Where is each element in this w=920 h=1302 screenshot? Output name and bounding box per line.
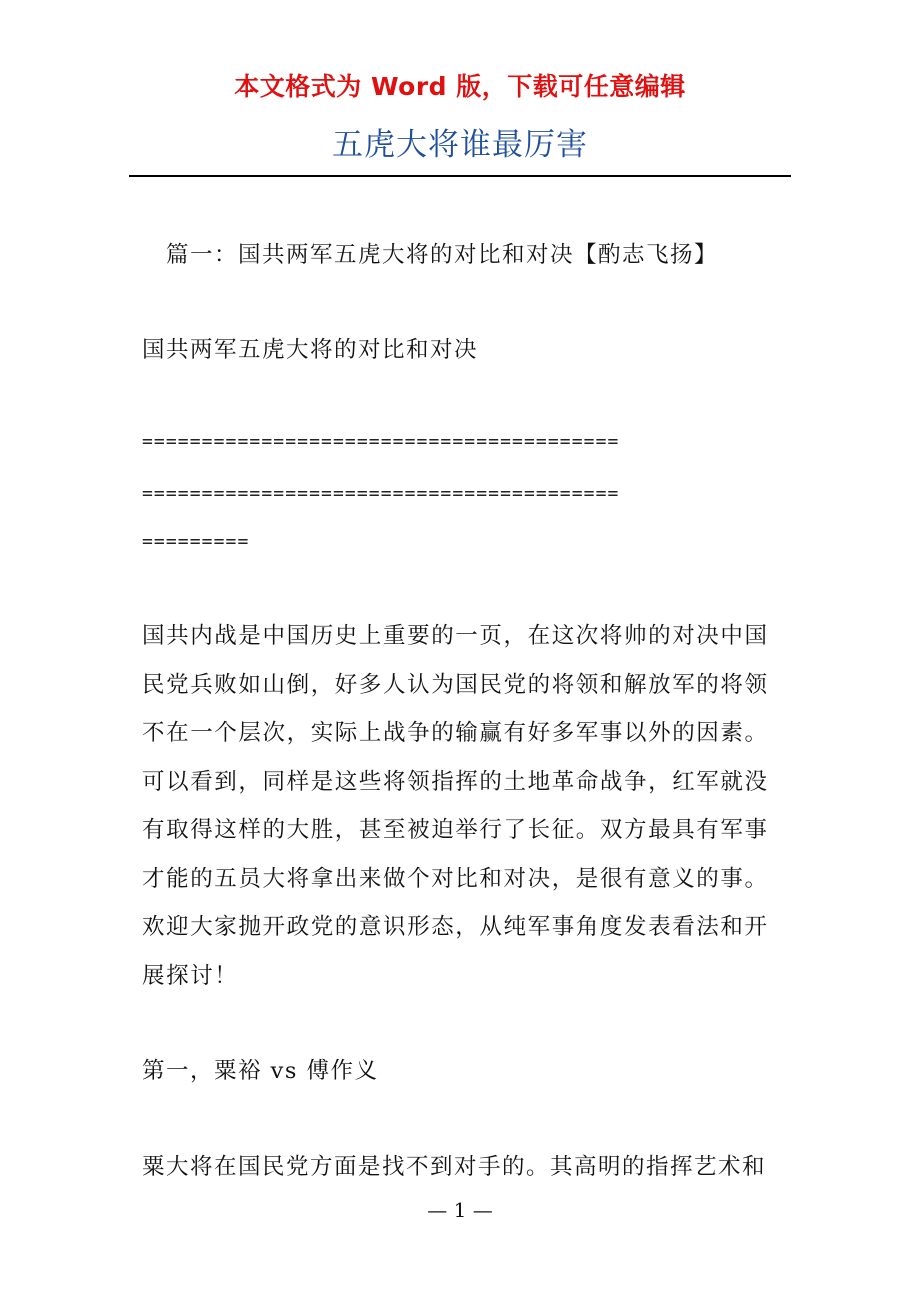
separator-line: ========= (142, 531, 250, 552)
paragraph-line: 粟大将在国民党方面是找不到对手的。其高明的指挥艺术和 (142, 1154, 767, 1180)
format-notice: 本文格式为 Word 版，下载可任意编辑 (234, 72, 686, 101)
article-subtitle: 国共两军五虎大将的对比和对决 (142, 337, 479, 363)
paragraph-line: 欢迎大家抛开政党的意识形态，从纯军事角度发表看法和开 (142, 914, 769, 940)
matchup-heading: 第一，粟裕 vs 傅作义 (142, 1058, 379, 1084)
paragraph-line: 有取得这样的大胜，甚至被迫举行了长征。双方最具有军事 (142, 817, 769, 843)
paragraph-line: 不在一个层次，实际上战争的输赢有好多军事以外的因素。 (142, 720, 769, 746)
page-number: — 1 — (427, 1198, 493, 1222)
separator-line: ======================================== (142, 483, 620, 504)
paragraph-intro (142, 612, 802, 1000)
section-heading: 篇一：国共两军五虎大将的对比和对决【酌志飞扬】 (166, 242, 719, 268)
paragraph-line: 民党兵败如山倒，好多人认为国民党的将领和解放军的将领 (142, 671, 769, 698)
paragraph-line: 国共内战是中国历史上重要的一页，在这次将帅的对决中国 (142, 623, 769, 649)
paragraph-line: 才能的五员大将拿出来做个对比和对决，是很有意义的事。 (142, 865, 769, 892)
paragraph-line: 展探讨！ (142, 962, 239, 989)
title-divider (129, 175, 791, 177)
separator-line: ======================================== (142, 431, 620, 452)
document-title: 五虎大将谁最厉害 (332, 127, 588, 163)
paragraph-line: 可以看到，同样是这些将领指挥的土地革命战争，红军就没 (142, 768, 769, 795)
